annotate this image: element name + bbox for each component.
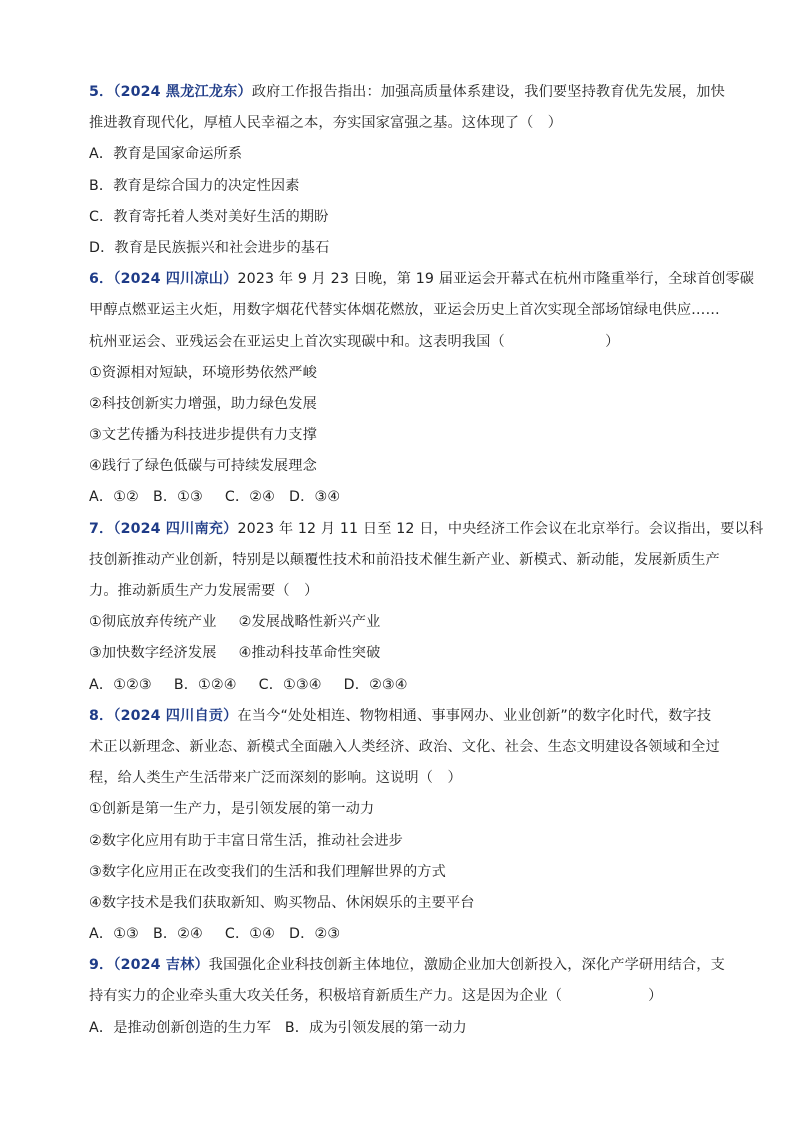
- choice-c: C．①④: [224, 926, 276, 943]
- answer-option: B．教育是综合国力的决定性因素: [89, 177, 300, 194]
- choice-b: B．②④: [152, 926, 203, 943]
- question-8: [89, 701, 720, 951]
- statement-item: ④数字技术是我们获取新知、购买物品、休闲娱乐的主要平台: [89, 894, 475, 911]
- choice-d: D．②③④: [343, 676, 408, 693]
- statement-item: ③数字化应用正在改变我们的生活和我们理解世界的方式: [89, 863, 446, 880]
- statement-item: ③文艺传播为科技进步提供有力支撑: [89, 427, 317, 444]
- question-stem-line: 程，给人类生产生活带来广泛而深刻的影响。这说明（ ）: [89, 770, 462, 787]
- statement-pair-row: [89, 638, 708, 669]
- choice-d: D．③④: [289, 489, 341, 506]
- answer-option: C．教育寄托着人类对美好生活的期盼: [89, 208, 329, 225]
- question-stem-line: 推进教育现代化，厚植人民幸福之本，夯实国家富强之基。这体现了（ ）: [89, 115, 563, 132]
- choice-row: [89, 1013, 708, 1044]
- choice-row: [89, 670, 708, 701]
- stem-text: 2023 年 9 月 23 日晚，第 19 届亚运会开幕式在杭州市隆重举行，全球首创零碳: [237, 271, 755, 288]
- question-number: 8．: [89, 707, 114, 724]
- question-stem-line: [89, 950, 725, 981]
- answer-option: A．教育是国家命运所系: [89, 146, 243, 163]
- choice-b: B．①②④: [173, 676, 237, 693]
- question-stem-line: 力。推动新质生产力发展需要（ ）: [89, 583, 319, 599]
- question-stem-line: [89, 77, 725, 108]
- statement-pair-row: [89, 607, 708, 638]
- choice-row: [89, 482, 708, 513]
- statement-item: ①彻底放弃传统产业: [89, 614, 217, 631]
- question-stem-line: [89, 264, 755, 295]
- question-stem-line: 甲醇点燃亚运主火炬，用数字烟花代替实体烟花燃放，亚运会历史上首次实现全部场馆绿电供应……: [89, 302, 720, 319]
- question-stem-line: 杭州亚运会、亚残运会在亚运史上首次实现碳中和。这表明我国（ ）: [89, 333, 620, 350]
- choice-row: [89, 919, 708, 950]
- question-source: （2024 吉林）: [113, 957, 209, 974]
- question-stem-line: 持有实力的企业牵头重大攻关任务，积极培育新质生产力。这是因为企业（ ）: [89, 988, 663, 1005]
- choice-a: A．①②③: [89, 676, 152, 693]
- stem-text: 在当今“处处相连、物物相通、事事网办、业业创新”的数字化时代，数字技: [237, 707, 712, 724]
- question-number: 6．: [89, 271, 114, 288]
- question-source: （2024 四川南充）: [113, 520, 238, 537]
- choice-a: A．①③: [89, 926, 139, 943]
- choice-d: D．②③: [289, 926, 341, 943]
- question-stem-line: 术正以新理念、新业态、新模式全面融入人类经济、政治、文化、社会、生态文明建设各领域和全过: [89, 738, 720, 755]
- question-number: 9．: [89, 957, 114, 974]
- question-5: [89, 77, 725, 264]
- question-stem-line: 技创新推动产业创新，特别是以颠覆性技术和前沿技术催生新产业、新模式、新动能，发展新质生产: [89, 551, 720, 568]
- statement-item: ①资源相对短缺，环境形势依然严峻: [89, 364, 317, 381]
- statement-item: ②发展战略性新兴产业: [238, 614, 381, 631]
- statement-item: ①创新是第一生产力，是引领发展的第一动力: [89, 801, 375, 818]
- question-stem-line: [89, 701, 712, 732]
- choice-b: B．成为引领发展的第一动力: [284, 1019, 467, 1036]
- question-7: [89, 514, 764, 701]
- stem-text: 我国强化企业科技创新主体地位，激励企业加大创新投入，深化产学研用结合，支: [208, 957, 725, 974]
- choice-b: B．①③: [152, 489, 203, 506]
- statement-item: ④践行了绿色低碳与可持续发展理念: [89, 458, 317, 475]
- question-9: [89, 950, 725, 1044]
- question-source: （2024 黑龙江龙东）: [113, 84, 252, 100]
- statement-item: ②数字化应用有助于丰富日常生活，推动社会进步: [89, 832, 403, 849]
- answer-option: D．教育是民族振兴和社会进步的基石: [89, 239, 330, 256]
- question-stem-line: [89, 514, 764, 545]
- question-6: [89, 264, 755, 514]
- question-source: （2024 四川自贡）: [113, 707, 238, 724]
- choice-c: C．②④: [224, 489, 276, 506]
- stem-text: 政府工作报告指出：加强高质量体系建设，我们要坚持教育优先发展，加快: [251, 84, 725, 100]
- statement-item: ②科技创新实力增强，助力绿色发展: [89, 395, 317, 412]
- question-source: （2024 四川凉山）: [113, 271, 238, 288]
- statement-item: ④推动科技革命性突破: [238, 645, 381, 662]
- choice-c: C．①③④: [258, 676, 322, 693]
- question-number: 7．: [89, 520, 114, 537]
- statement-item: ③加快数字经济发展: [89, 645, 217, 662]
- question-number: 5．: [89, 84, 114, 100]
- choice-a: A．是推动创新创造的生力军: [89, 1019, 271, 1036]
- choice-a: A．①②: [89, 489, 139, 506]
- stem-text: 2023 年 12 月 11 日至 12 日，中央经济工作会议在北京举行。会议指出，要以科: [237, 520, 764, 537]
